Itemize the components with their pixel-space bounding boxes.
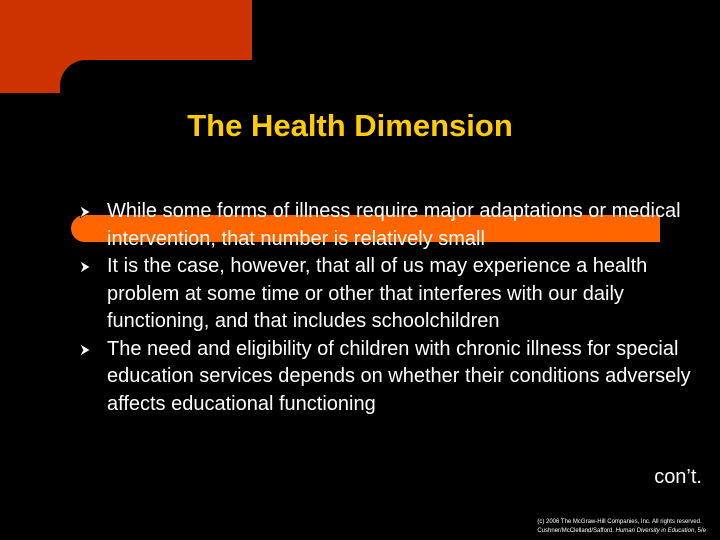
- arrowhead-bullet-icon: [79, 206, 91, 218]
- continued-label: con’t.: [654, 466, 702, 488]
- bullet-item: [78, 198, 698, 253]
- bullet-text: The need and eligibility of children with chronic illness for special education services depends on whether their conditions adversely affects educational functioning: [107, 337, 691, 415]
- bullet-list: [78, 198, 698, 418]
- arrowhead-bullet-icon: [79, 344, 91, 356]
- bullet-item: [78, 336, 698, 419]
- copyright-notice: [537, 518, 706, 535]
- bullet-item: [78, 253, 698, 336]
- copyright-edition: , 5/e: [694, 527, 706, 534]
- slide-title: The Health Dimension: [187, 108, 513, 143]
- copyright-line-1: (c) 2006 The McGraw-Hill Companies, Inc. All rights reserved.: [537, 519, 702, 525]
- arrowhead-bullet-icon: [79, 261, 91, 273]
- copyright-authors: Cushner/McClelland/Safford.: [537, 527, 616, 534]
- copyright-line-2: [537, 527, 706, 536]
- copyright-book-title: Human Diversity in Education: [615, 527, 695, 534]
- bullet-text: While some forms of illness require major adaptations or medical intervention, that number is relatively small: [107, 200, 681, 250]
- bullet-text: It is the case, however, that all of us may experience a health problem at some time or other that interferes with our daily functioning, and that includes schoolchildren: [107, 255, 648, 332]
